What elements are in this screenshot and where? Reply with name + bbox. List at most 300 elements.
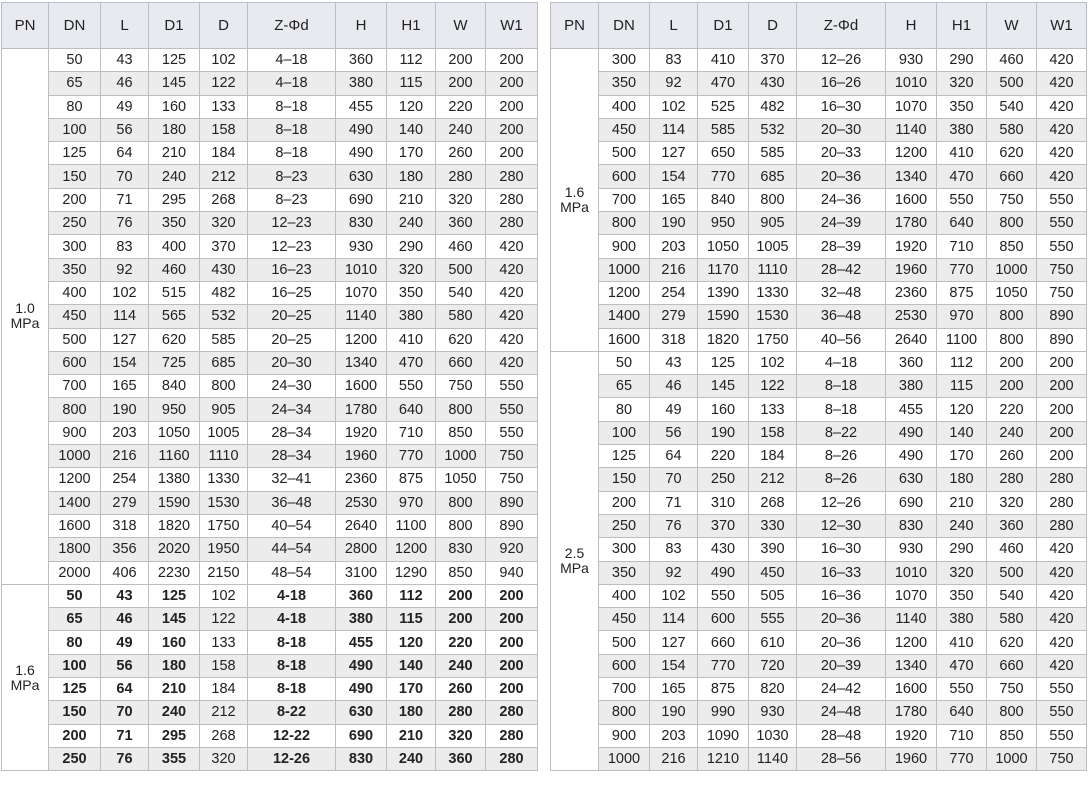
cell-l: 114	[101, 305, 149, 328]
cell-z-phi-d: 40–56	[797, 328, 886, 351]
cell-l: 203	[650, 724, 698, 747]
cell-w: 320	[987, 491, 1037, 514]
cell-z-phi-d: 28–42	[797, 258, 886, 281]
cell-h: 2640	[886, 328, 937, 351]
cell-d1: 160	[149, 95, 200, 118]
table-row	[551, 165, 1087, 188]
cell-d1: 410	[698, 49, 749, 72]
cell-d: 158	[749, 421, 797, 444]
cell-l: 70	[650, 468, 698, 491]
cell-z-phi-d: 24–48	[797, 701, 886, 724]
cell-h1: 115	[937, 375, 987, 398]
cell-w: 200	[436, 72, 486, 95]
cell-z-phi-d: 12–26	[797, 49, 886, 72]
column-header-h1: H1	[387, 3, 436, 49]
cell-d1: 950	[149, 398, 200, 421]
column-header-z-phi-d: Z-Φd	[248, 3, 336, 49]
cell-h: 1960	[886, 747, 937, 770]
cell-dn: 1000	[599, 258, 650, 281]
cell-h: 1340	[336, 351, 387, 374]
cell-w1: 200	[486, 631, 538, 654]
cell-w: 800	[436, 491, 486, 514]
cell-h: 1140	[886, 608, 937, 631]
cell-d: 122	[749, 375, 797, 398]
cell-z-phi-d: 20–30	[797, 118, 886, 141]
cell-z-phi-d: 8–18	[797, 398, 886, 421]
cell-dn: 50	[49, 584, 101, 607]
pn-group-label	[2, 49, 49, 585]
cell-d1: 650	[698, 142, 749, 165]
cell-h1: 710	[387, 421, 436, 444]
cell-h1: 770	[937, 747, 987, 770]
cell-w1: 550	[1037, 678, 1087, 701]
cell-dn: 80	[49, 95, 101, 118]
cell-d: 720	[749, 654, 797, 677]
cell-l: 46	[650, 375, 698, 398]
cell-d1: 295	[149, 188, 200, 211]
cell-z-phi-d: 12–23	[248, 212, 336, 235]
cell-d: 505	[749, 584, 797, 607]
column-header-h1: H1	[937, 3, 987, 49]
cell-w1: 890	[1037, 305, 1087, 328]
cell-h: 360	[336, 584, 387, 607]
cell-w1: 200	[486, 608, 538, 631]
cell-dn: 800	[49, 398, 101, 421]
cell-d1: 2230	[149, 561, 200, 584]
cell-h: 2640	[336, 514, 387, 537]
cell-d1: 1090	[698, 724, 749, 747]
cell-d1: 950	[698, 212, 749, 235]
cell-d1: 160	[149, 631, 200, 654]
cell-h1: 1100	[387, 514, 436, 537]
cell-l: 190	[650, 701, 698, 724]
table-row	[551, 654, 1087, 677]
cell-d: 268	[200, 188, 248, 211]
cell-l: 279	[101, 491, 149, 514]
cell-h: 455	[336, 631, 387, 654]
cell-d1: 875	[698, 678, 749, 701]
cell-h1: 640	[937, 701, 987, 724]
header-row	[551, 3, 1087, 49]
cell-d1: 585	[698, 118, 749, 141]
cell-w: 540	[436, 281, 486, 304]
cell-z-phi-d: 8–18	[797, 375, 886, 398]
cell-w: 1000	[987, 258, 1037, 281]
cell-z-phi-d: 44–54	[248, 538, 336, 561]
table-row	[2, 118, 538, 141]
cell-d: 800	[200, 375, 248, 398]
cell-w1: 200	[486, 678, 538, 701]
table-row	[2, 701, 538, 724]
cell-w1: 420	[1037, 654, 1087, 677]
cell-h1: 180	[387, 165, 436, 188]
cell-w1: 550	[1037, 235, 1087, 258]
cell-d: 122	[200, 72, 248, 95]
cell-dn: 600	[599, 165, 650, 188]
cell-z-phi-d: 8–22	[797, 421, 886, 444]
table-row	[551, 491, 1087, 514]
table-row	[2, 72, 538, 95]
cell-d: 212	[200, 701, 248, 724]
cell-h: 690	[336, 188, 387, 211]
cell-h1: 710	[937, 235, 987, 258]
table-row	[551, 701, 1087, 724]
cell-l: 83	[650, 49, 698, 72]
cell-w: 540	[987, 95, 1037, 118]
cell-h1: 112	[387, 49, 436, 72]
pn-unit: MPa	[560, 560, 589, 577]
cell-w: 200	[436, 584, 486, 607]
cell-z-phi-d: 24–34	[248, 398, 336, 421]
cell-dn: 125	[49, 678, 101, 701]
cell-d1: 840	[149, 375, 200, 398]
cell-d1: 1820	[698, 328, 749, 351]
table-row	[551, 375, 1087, 398]
cell-w: 260	[987, 445, 1037, 468]
cell-d1: 220	[698, 445, 749, 468]
cell-dn: 1000	[599, 747, 650, 770]
cell-w: 200	[436, 608, 486, 631]
cell-d: 184	[200, 142, 248, 165]
cell-w1: 200	[1037, 421, 1087, 444]
cell-w: 220	[436, 631, 486, 654]
cell-d1: 125	[149, 584, 200, 607]
pn-value: 1.0	[15, 300, 35, 317]
cell-h: 1920	[886, 235, 937, 258]
cell-dn: 125	[49, 142, 101, 165]
cell-dn: 800	[599, 701, 650, 724]
cell-w1: 420	[486, 351, 538, 374]
table-row	[2, 514, 538, 537]
cell-l: 114	[650, 608, 698, 631]
cell-dn: 350	[599, 72, 650, 95]
table-row	[551, 514, 1087, 537]
table-row	[551, 724, 1087, 747]
cell-dn: 2000	[49, 561, 101, 584]
cell-d: 122	[200, 608, 248, 631]
cell-h: 490	[336, 654, 387, 677]
cell-z-phi-d: 28–39	[797, 235, 886, 258]
cell-w1: 420	[1037, 608, 1087, 631]
cell-l: 71	[101, 188, 149, 211]
cell-w1: 280	[1037, 468, 1087, 491]
cell-dn: 1600	[599, 328, 650, 351]
column-header-dn: DN	[49, 3, 101, 49]
cell-dn: 350	[49, 258, 101, 281]
cell-w: 750	[987, 678, 1037, 701]
cell-w: 200	[987, 375, 1037, 398]
cell-z-phi-d: 20–36	[797, 631, 886, 654]
cell-z-phi-d: 28–48	[797, 724, 886, 747]
cell-d: 555	[749, 608, 797, 631]
cell-w1: 420	[1037, 95, 1087, 118]
right-table-body	[551, 49, 1087, 771]
cell-h: 1010	[886, 561, 937, 584]
cell-d1: 310	[698, 491, 749, 514]
cell-d: 685	[749, 165, 797, 188]
cell-z-phi-d: 32–41	[248, 468, 336, 491]
cell-w: 220	[436, 95, 486, 118]
cell-l: 254	[650, 281, 698, 304]
cell-l: 216	[650, 747, 698, 770]
table-row	[551, 351, 1087, 374]
cell-l: 46	[101, 608, 149, 631]
cell-w: 660	[987, 165, 1037, 188]
cell-h1: 120	[387, 631, 436, 654]
column-header-h: H	[886, 3, 937, 49]
column-header-z-phi-d: Z-Φd	[797, 3, 886, 49]
cell-d: 1530	[200, 491, 248, 514]
cell-h: 455	[886, 398, 937, 421]
cell-d: 1030	[749, 724, 797, 747]
cell-w1: 200	[1037, 398, 1087, 421]
cell-dn: 700	[599, 188, 650, 211]
cell-h: 1600	[336, 375, 387, 398]
cell-d1: 1380	[149, 468, 200, 491]
cell-h: 830	[886, 514, 937, 537]
cell-w1: 420	[1037, 561, 1087, 584]
cell-h1: 140	[387, 118, 436, 141]
cell-z-phi-d: 12–23	[248, 235, 336, 258]
cell-w: 800	[436, 514, 486, 537]
cell-d1: 145	[149, 72, 200, 95]
cell-l: 92	[650, 72, 698, 95]
cell-w: 360	[436, 212, 486, 235]
cell-d: 320	[200, 212, 248, 235]
cell-h1: 120	[937, 398, 987, 421]
cell-d: 1330	[749, 281, 797, 304]
pn-unit: MPa	[10, 315, 40, 332]
cell-z-phi-d: 24–39	[797, 212, 886, 235]
cell-d1: 145	[698, 375, 749, 398]
table-row	[2, 328, 538, 351]
table-row	[551, 95, 1087, 118]
cell-d: 585	[200, 328, 248, 351]
cell-d1: 190	[698, 421, 749, 444]
cell-d: 1950	[200, 538, 248, 561]
cell-h1: 210	[387, 724, 436, 747]
cell-d: 1750	[200, 514, 248, 537]
cell-dn: 1400	[599, 305, 650, 328]
cell-w: 850	[987, 235, 1037, 258]
cell-w1: 280	[1037, 491, 1087, 514]
column-header-d1: D1	[698, 3, 749, 49]
cell-l: 127	[650, 631, 698, 654]
cell-l: 154	[650, 654, 698, 677]
cell-z-phi-d: 16–36	[797, 584, 886, 607]
cell-d: 1530	[749, 305, 797, 328]
cell-h1: 380	[937, 608, 987, 631]
table-row	[2, 654, 538, 677]
cell-dn: 450	[49, 305, 101, 328]
cell-h1: 970	[387, 491, 436, 514]
cell-h1: 470	[937, 654, 987, 677]
cell-w: 360	[987, 514, 1037, 537]
cell-h: 2360	[886, 281, 937, 304]
table-row	[551, 608, 1087, 631]
cell-h: 360	[336, 49, 387, 72]
cell-z-phi-d: 20–36	[797, 608, 886, 631]
cell-w1: 890	[486, 514, 538, 537]
cell-h1: 290	[387, 235, 436, 258]
table-row	[551, 258, 1087, 281]
table-row	[2, 608, 538, 631]
cell-l: 49	[650, 398, 698, 421]
cell-h: 2360	[336, 468, 387, 491]
cell-d1: 1390	[698, 281, 749, 304]
cell-d1: 660	[698, 631, 749, 654]
cell-z-phi-d: 8–18	[248, 118, 336, 141]
cell-z-phi-d: 36–48	[248, 491, 336, 514]
cell-l: 114	[650, 118, 698, 141]
cell-d: 102	[200, 584, 248, 607]
table-row	[2, 212, 538, 235]
cell-l: 216	[650, 258, 698, 281]
cell-h1: 140	[937, 421, 987, 444]
cell-d: 133	[749, 398, 797, 421]
cell-h1: 470	[937, 165, 987, 188]
table-row	[2, 561, 538, 584]
cell-l: 46	[101, 72, 149, 95]
cell-h: 1780	[886, 701, 937, 724]
cell-dn: 900	[599, 724, 650, 747]
cell-l: 76	[101, 212, 149, 235]
cell-z-phi-d: 28–34	[248, 445, 336, 468]
cell-w1: 420	[1037, 142, 1087, 165]
cell-h: 1070	[886, 95, 937, 118]
cell-l: 71	[101, 724, 149, 747]
cell-w1: 420	[486, 305, 538, 328]
table-row	[551, 212, 1087, 235]
cell-h1: 115	[387, 72, 436, 95]
cell-z-phi-d: 4–18	[248, 72, 336, 95]
cell-d1: 1210	[698, 747, 749, 770]
table-row	[551, 328, 1087, 351]
cell-w: 260	[436, 142, 486, 165]
cell-w: 830	[436, 538, 486, 561]
table-row	[2, 631, 538, 654]
cell-l: 102	[650, 584, 698, 607]
cell-w1: 200	[486, 584, 538, 607]
cell-d: 532	[200, 305, 248, 328]
cell-h1: 640	[387, 398, 436, 421]
cell-d: 1005	[749, 235, 797, 258]
cell-h: 1780	[886, 212, 937, 235]
cell-dn: 450	[599, 118, 650, 141]
cell-l: 64	[101, 142, 149, 165]
cell-w: 460	[987, 538, 1037, 561]
cell-l: 56	[101, 654, 149, 677]
cell-w: 500	[987, 72, 1037, 95]
cell-l: 49	[101, 95, 149, 118]
cell-d1: 725	[149, 351, 200, 374]
cell-z-phi-d: 12-22	[248, 724, 336, 747]
cell-h: 1200	[886, 142, 937, 165]
table-row	[551, 631, 1087, 654]
cell-w1: 280	[486, 188, 538, 211]
cell-h1: 320	[937, 72, 987, 95]
cell-l: 127	[101, 328, 149, 351]
cell-d: 482	[200, 281, 248, 304]
cell-w1: 420	[486, 258, 538, 281]
cell-h1: 770	[937, 258, 987, 281]
cell-l: 83	[650, 538, 698, 561]
cell-z-phi-d: 24–30	[248, 375, 336, 398]
cell-l: 49	[101, 631, 149, 654]
cell-w1: 420	[486, 235, 538, 258]
cell-dn: 700	[49, 375, 101, 398]
cell-w: 240	[436, 118, 486, 141]
cell-d1: 1820	[149, 514, 200, 537]
cell-w1: 200	[486, 49, 538, 72]
cell-d1: 840	[698, 188, 749, 211]
cell-h: 360	[886, 351, 937, 374]
cell-dn: 65	[599, 375, 650, 398]
cell-dn: 900	[599, 235, 650, 258]
pn-unit: MPa	[10, 676, 40, 693]
cell-dn: 100	[49, 118, 101, 141]
cell-w1: 280	[1037, 514, 1087, 537]
left-spec-table	[1, 2, 538, 771]
column-header-w1: W1	[1037, 3, 1087, 49]
cell-dn: 65	[49, 72, 101, 95]
column-header-w: W	[987, 3, 1037, 49]
cell-d1: 240	[149, 701, 200, 724]
cell-dn: 100	[599, 421, 650, 444]
cell-z-phi-d: 8-18	[248, 678, 336, 701]
cell-d1: 180	[149, 654, 200, 677]
cell-l: 216	[101, 445, 149, 468]
table-row	[2, 584, 538, 607]
cell-d: 158	[200, 118, 248, 141]
cell-d: 430	[200, 258, 248, 281]
cell-h1: 1200	[387, 538, 436, 561]
cell-dn: 1200	[49, 468, 101, 491]
cell-d: 370	[749, 49, 797, 72]
cell-w1: 750	[1037, 258, 1087, 281]
cell-dn: 600	[599, 654, 650, 677]
cell-z-phi-d: 8–18	[248, 95, 336, 118]
table-row	[551, 281, 1087, 304]
cell-w1: 200	[1037, 375, 1087, 398]
cell-d1: 145	[149, 608, 200, 631]
cell-h: 1140	[336, 305, 387, 328]
cell-d1: 770	[698, 654, 749, 677]
cell-d: 1005	[200, 421, 248, 444]
cell-d: 2150	[200, 561, 248, 584]
cell-h1: 410	[387, 328, 436, 351]
table-row	[2, 491, 538, 514]
pn-group-label	[551, 351, 599, 770]
cell-h: 1010	[886, 72, 937, 95]
cell-z-phi-d: 28–56	[797, 747, 886, 770]
table-row	[551, 468, 1087, 491]
cell-w: 460	[987, 49, 1037, 72]
cell-l: 318	[650, 328, 698, 351]
cell-d1: 1590	[149, 491, 200, 514]
table-row	[2, 724, 538, 747]
cell-z-phi-d: 20–25	[248, 328, 336, 351]
cell-d: 1110	[749, 258, 797, 281]
cell-h: 1960	[886, 258, 937, 281]
cell-z-phi-d: 8–18	[248, 142, 336, 165]
cell-d1: 400	[149, 235, 200, 258]
cell-dn: 1400	[49, 491, 101, 514]
cell-h1: 1290	[387, 561, 436, 584]
cell-z-phi-d: 20–33	[797, 142, 886, 165]
cell-w1: 280	[486, 724, 538, 747]
cell-l: 71	[650, 491, 698, 514]
